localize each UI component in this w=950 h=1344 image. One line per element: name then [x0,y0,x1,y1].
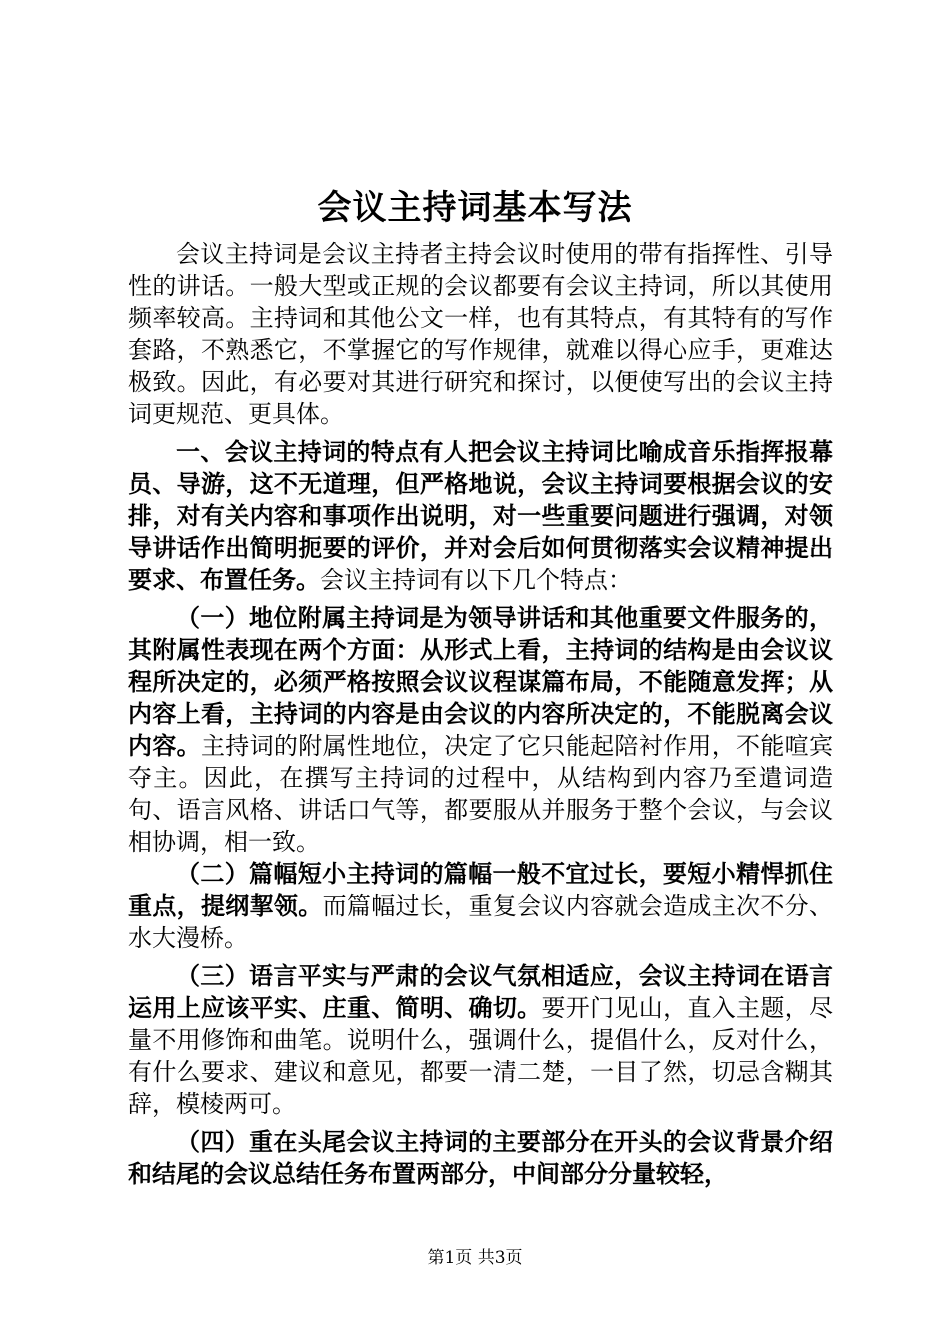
point-1-normal-text: 主持词的附属性地位，决定了它只能起陪衬作用，不能喧宾夺主。因此，在撰写主持词的过程中，从结构到内容乃至遣词造句、语言风格、讲话口气等，都要服从并服务于整个会议，与会议相协调，相一致。 [128,732,834,856]
point-2-normal-text: 而篇幅过长，重复会议内容就会造成主次不分、水大漫桥。 [128,892,834,952]
point-1-paragraph [128,602,833,858]
point-4-bold-text: （四）重在头尾会议主持词的主要部分在开头的会议背景介绍和结尾的会议总结任务布置两部分，中间部分分量较轻， [128,1128,833,1188]
section-1-paragraph [128,436,833,596]
point-2-bold-text: （二）篇幅短小主持词的篇幅一般不宜过长，要短小精悍抓住重点，提纲挈领。 [128,860,833,920]
point-1-bold-text: （一）地位附属主持词是为领导讲话和其他重要文件服务的，其附属性表现在两个方面：从形式上看，主持词的结构是由会议议程所决定的，必须严格按照会议议程谋篇布局，不能随意发挥；从内容上看，主持词的内容是由会议的内容所决定的，不能脱离会议内容。 [128,604,833,760]
page-footer: 第1页 共3页 [427,1248,523,1268]
section-1-bold-text: 一、会议主持词的特点有人把会议主持词比喻成音乐指挥报幕员、导游，这不无道理，但严格地说，会议主持词要根据会议的安排，对有关内容和事项作出说明，对一些重要问题进行强调，对领导讲话作出简明扼要的评价，并对会后如何贯彻落实会议精神提出要求、布置任务。 [128,438,833,594]
point-4-paragraph [128,1126,833,1190]
section-1-normal-text: 会议主持词有以下几个特点： [320,566,632,594]
document-body [128,238,833,1190]
point-3-normal-text: 要开门见山，直入主题，尽量不用修饰和曲笔。说明什么，强调什么，提倡什么，反对什么，有什么要求、建议和意见，都要一清二楚，一目了然，切忌含糊其辞，模棱两可。 [128,994,834,1118]
document-title: 会议主持词基本写法 [317,188,633,228]
point-3-paragraph [128,960,833,1120]
point-3-bold-text: （三）语言平实与严肃的会议气氛相适应，会议主持词在语言运用上应该平实、庄重、简明、确切。 [128,962,833,1022]
intro-paragraph: 会议主持词是会议主持者主持会议时使用的带有指挥性、引导性的讲话。一般大型或正规的会议都要有会议主持词，所以其使用频率较高。主持词和其他公文一样，也有其特点，有其特有的写作套路，不熟悉它，不掌握它的写作规律，就难以得心应手，更难达极致。因此，有必要对其进行研究和探讨，以便使写出的会议主持词更规范、更具体。 [128,240,833,428]
point-2-paragraph [128,858,833,954]
